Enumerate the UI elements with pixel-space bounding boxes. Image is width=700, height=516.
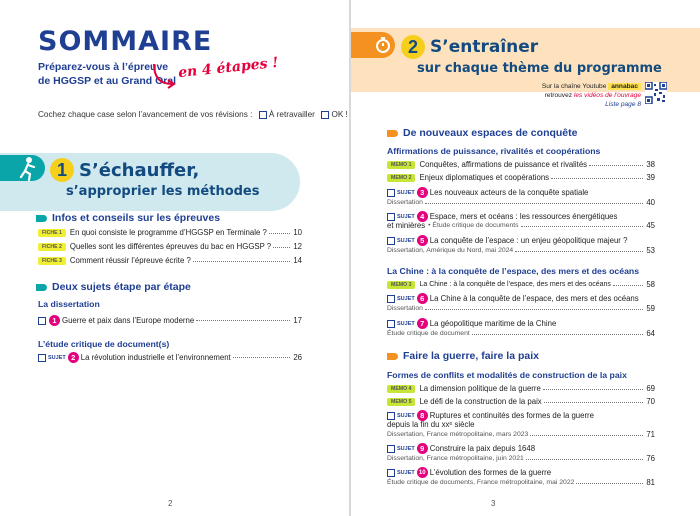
checkbox[interactable] [387,412,395,420]
list-item[interactable] [38,352,302,363]
checkbox[interactable] [38,354,46,362]
list-item-note [387,478,655,487]
item-text: Conquêtes, affirmations de puissance et rivalités [419,160,588,169]
dot-leader [543,384,643,390]
part2-title [387,350,539,362]
page-ref: 64 [646,329,655,338]
item-text: La Chine : à la conquête de l’espace, des mers et des océans [419,281,611,288]
item-text: Quelles sont les différentes épreuves du bac en HGGSP ? [69,242,272,251]
dot-leader [613,280,643,286]
list-item-cont [387,420,655,429]
dot-leader [269,228,290,234]
list-item[interactable] [387,160,655,169]
list-item[interactable] [387,187,655,198]
sujet-number: 10 [417,467,428,478]
page-ref: 10 [293,228,302,237]
flag-icon [387,130,398,137]
runner-icon [14,155,40,181]
list-item[interactable] [387,443,655,454]
page-ref: 38 [646,160,655,169]
list-item-note [387,198,655,207]
page-ref: 14 [293,256,302,265]
item-note: Étude critique de documents, France métropolitaine, mai 2022 [387,479,575,486]
dot-leader [233,352,290,358]
checkbox[interactable] [387,189,395,197]
list-item[interactable] [387,293,655,304]
item-text: La géopolitique maritime de la Chine [429,319,557,328]
dot-leader [273,242,290,248]
item-text: La dimension politique de la guerre [419,384,541,393]
list-item-note [387,304,655,313]
etapes-label: en 4 étapes ! [177,54,280,82]
list-item-cont [387,221,655,230]
dot-leader [193,256,290,262]
chapter2-title-line2: sur chaque thème du programme [417,61,662,76]
sujet-label [387,469,415,477]
dot-leader [515,246,643,252]
youtube-line3: Liste page 8 [605,101,641,108]
sujet-number: 4 [417,211,428,222]
checkbox[interactable] [387,295,395,303]
sujet-label [387,412,415,420]
legend-box-retravailler [259,111,267,119]
chapter1-tab [0,155,45,181]
checkbox[interactable] [387,320,395,328]
list-item[interactable] [387,467,655,478]
dot-leader [472,329,643,335]
part2-sub1: Formes de conflits et modalités de construction de la paix [387,370,627,380]
list-item[interactable] [387,397,655,406]
item-note: Dissertation [387,305,423,312]
left-page [0,0,349,516]
part1-label: De nouveaux espaces de conquête [403,127,578,139]
page-ref: 76 [646,454,655,463]
list-item[interactable] [387,173,655,182]
legend-box-ok [321,111,329,119]
page-ref: 53 [646,246,655,255]
legend-retravailler: À retravailler [268,110,315,119]
sujet-number: 9 [417,443,428,454]
page-ref: 40 [646,198,655,207]
dot-leader [425,198,643,204]
dot-leader [530,430,643,436]
list-item[interactable] [387,318,655,329]
sujet-number: 5 [417,235,428,246]
chapter2-tab [351,32,395,58]
item-note: • Étude critique de documents [428,222,519,229]
item-note: Dissertation, France métropolitaine, juin 2021 [387,455,524,462]
item-note: Dissertation, France métropolitaine, mars 2023 [387,431,529,438]
chapter1-title-line1: S’échauffer, [79,159,200,181]
list-item[interactable] [387,280,655,289]
item-note: Dissertation [387,199,423,206]
memo-tag: MEMO 5 [387,398,415,406]
list-item[interactable] [387,384,655,393]
item-text: En quoi consiste le programme d’HGGSP en Terminale ? [69,228,267,237]
page-number: 3 [491,499,496,508]
sujet-word: SUJET [397,213,415,220]
page-ref: 12 [293,242,302,251]
section-infos-label: Infos et conseils sur les épreuves [52,212,221,224]
list-item[interactable] [387,235,655,246]
sujet-word: SUJET [397,412,415,419]
dot-leader [576,478,643,484]
sujet-number: 8 [417,410,428,421]
sujet-number: 3 [417,187,428,198]
dot-leader [526,454,643,460]
flag-icon [36,215,47,222]
list-item-note [387,454,655,463]
chapter2-number: 2 [401,35,425,59]
sujet-number: 7 [417,318,428,329]
part1-title [387,127,577,139]
item-text: Construire la paix depuis 1648 [429,444,536,453]
dot-leader [589,160,643,166]
item-text: La conquête de l’espace : un enjeu géopolitique majeur ? [429,236,628,245]
list-item-note [387,430,655,439]
page-title: SOMMAIRE [38,26,213,57]
item-text: Ruptures et continuités des formes de la guerre [429,411,594,420]
part1-sub2: La Chine : à la conquête de l’espace, des mers et des océans [387,266,640,276]
right-page [351,0,700,516]
item-text: La Chine à la conquête de l’espace, des mers et des océans [429,294,639,303]
list-item[interactable] [38,242,302,251]
sujet-word: SUJET [48,354,66,361]
sujet-word: SUJET [397,237,415,244]
checkbox[interactable] [387,237,395,245]
sujet-word: SUJET [397,469,415,476]
item-text: Espace, mers et océans : les ressources énergétiques [429,212,618,221]
dot-leader [196,315,290,321]
sub-etude: L’étude critique de document(s) [38,339,170,349]
instructions [38,110,348,119]
item-note: Dissertation, Amérique du Nord, mai 2024 [387,247,514,254]
fiche-tag: FICHE 3 [38,257,66,265]
fiche-tag: FICHE 1 [38,229,66,237]
checkbox[interactable] [387,445,395,453]
item-text: Enjeux diplomatiques et coopérations [419,173,550,182]
dot-leader [425,304,643,310]
memo-tag: MEMO 3 [387,281,415,289]
section-sujets-title [36,281,191,293]
subtitle-line1: Préparez-vous à l’épreuve [38,61,169,73]
legend-ok: OK ! [331,110,348,119]
item-note: Étude critique de document [387,330,470,337]
chapter1-heading [50,158,199,182]
sujet-word: SUJET [397,320,415,327]
sujet-label [387,237,415,245]
page-ref: 70 [646,397,655,406]
youtube-box [511,82,641,109]
chapter1-number: 1 [50,158,74,182]
section-sujets-label: Deux sujets étape par étape [52,281,191,293]
sujet-label [387,320,415,328]
memo-tag: MEMO 2 [387,174,415,182]
page-ref: 81 [646,478,655,487]
flag-icon [36,284,47,291]
sujet-label [387,445,415,453]
list-item-note [387,246,655,255]
checkbox[interactable] [387,469,395,477]
subtitle-line2: de HGGSP et au Grand Oral [38,75,177,87]
chapter1-title-line2: s’approprier les méthodes [66,184,260,199]
item-text: Comment réussir l’épreuve écrite ? [69,256,191,265]
dot-leader [551,173,643,179]
sujet-label [38,354,66,362]
instructions-text: Cochez chaque case selon l’avancement de vos révisions : [38,110,253,119]
chapter2-heading [401,35,538,59]
sujet-number: 6 [417,293,428,304]
flag-icon [387,353,398,360]
item-text: Le défi de la construction de la paix [419,397,542,406]
sujet-label [387,189,415,197]
section-infos-title [36,212,220,224]
chapter2-title-line1: S’entraîner [430,37,539,57]
item-text: L’évolution des formes de la guerre [429,468,552,477]
sujet-word: SUJET [397,189,415,196]
page-ref: 26 [293,353,302,362]
sujet-word: SUJET [397,295,415,302]
sujet-word: SUJET [397,445,415,452]
part2-label: Faire la guerre, faire la paix [403,350,539,362]
part1-sub1: Affirmations de puissance, rivalités et coopérations [387,146,601,156]
sujet-label [387,295,415,303]
arrow-icon [150,60,180,90]
item-text-cont: et minières [387,221,426,230]
youtube-line1: Sur la chaîne Youtube [541,83,607,90]
sujet-label [387,213,415,221]
sujet-number: 1 [49,315,60,326]
sujet-number: 2 [68,352,79,363]
memo-tag: MEMO 4 [387,385,415,393]
memo-tag: MEMO 1 [387,161,415,169]
dot-leader [544,397,643,403]
page-ref: 17 [293,316,302,325]
dot-leader [521,221,643,227]
page-ref: 45 [646,221,655,230]
page-ref: 69 [646,384,655,393]
list-item[interactable] [38,315,302,326]
youtube-channel[interactable]: annabac [608,83,641,90]
page-number: 2 [168,499,173,508]
youtube-line2a: retrouvez [544,92,573,99]
list-item-note [387,329,655,338]
sub-dissertation: La dissertation [38,299,100,309]
page-ref: 71 [646,430,655,439]
item-text-cont: depuis la fin du xxᵉ siècle [387,420,475,429]
list-item[interactable] [38,228,302,237]
page-ref: 59 [646,304,655,313]
item-text: La révolution industrielle et l’environnement [80,353,231,362]
checkbox[interactable] [38,317,46,325]
list-item[interactable] [38,256,302,265]
item-text: Guerre et paix dans l’Europe moderne [62,316,195,325]
youtube-line2b: les vidéos de l’ouvrage [573,92,641,99]
stopwatch-icon [373,35,393,55]
page-ref: 39 [646,173,655,182]
page-ref: 58 [646,280,655,289]
item-text: Les nouveaux acteurs de la conquête spatiale [429,188,589,197]
fiche-tag: FICHE 2 [38,243,66,251]
checkbox[interactable] [387,213,395,221]
qr-code-icon[interactable] [645,82,667,104]
